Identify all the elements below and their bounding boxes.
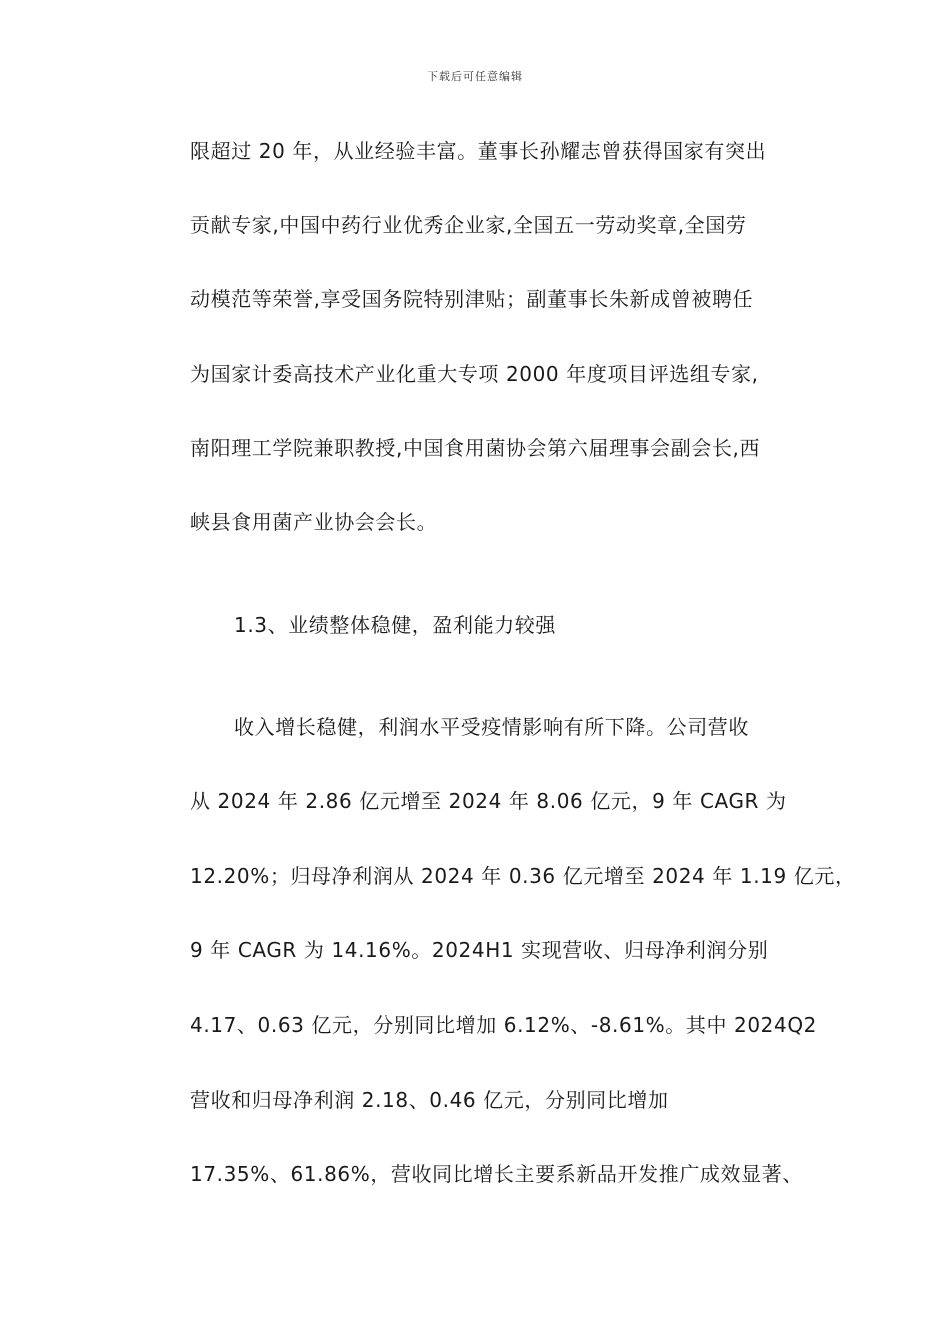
paragraph-line: 12.20%；归母净利润从 2024 年 0.36 亿元增至 2024 年 1.19 亿元，	[190, 864, 856, 888]
paragraph-line: 17.35%、61.86%，营收同比增长主要系新品开发推广成效显著、	[190, 1162, 803, 1186]
page-header-note: 下载后可任意编辑	[427, 70, 523, 83]
paragraph-line: 限超过 20 年，从业经验丰富。董事长孙耀志曾获得国家有突出	[190, 139, 767, 163]
paragraph-line: 峡县食用菌产业协会会长。	[190, 510, 438, 534]
paragraph-line: 南阳理工学院兼职教授,中国食用菌协会第六届理事会副会长,西	[190, 436, 761, 460]
paragraph-line: 贡献专家,中国中药行业优秀企业家,全国五一劳动奖章,全国劳	[190, 213, 747, 237]
paragraph-line: 4.17、0.63 亿元，分别同比增加 6.12%、-8.61%。其中 2024Q2	[190, 1013, 817, 1037]
paragraph-line: 从 2024 年 2.86 亿元增至 2024 年 8.06 亿元，9 年 CAGR 为	[190, 789, 787, 813]
section-heading: 1.3、业绩整体稳健，盈利能力较强	[234, 613, 557, 637]
paragraph-line: 营收和归母净利润 2.18、0.46 亿元，分别同比增加	[190, 1088, 669, 1112]
paragraph-line: 收入增长稳健，利润水平受疫情影响有所下降。公司营收	[234, 715, 749, 739]
paragraph-line: 为国家计委高技术产业化重大专项 2000 年度项目评选组专家,	[190, 362, 759, 386]
paragraph-line: 9 年 CAGR 为 14.16%。2024H1 实现营收、归母净利润分别	[190, 938, 769, 962]
paragraph-line: 动模范等荣誉,享受国务院特别津贴；副董事长朱新成曾被聘任	[190, 287, 754, 311]
